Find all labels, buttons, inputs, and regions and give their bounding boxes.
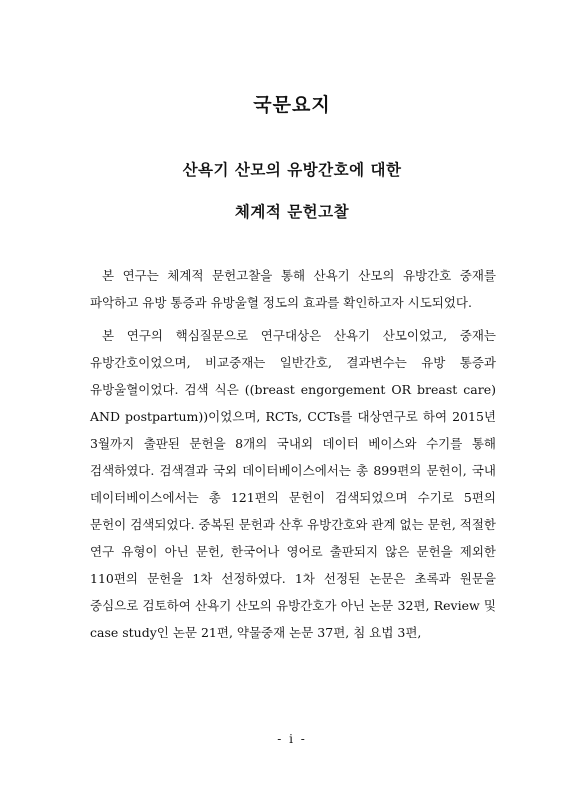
thesis-title-line-1: 산욕기 산모의 유방간호에 대한 — [182, 160, 402, 179]
page-heading: 국문요지 — [253, 94, 331, 116]
abstract-paragraph-2: 본 연구의 핵심질문으로 연구대상은 산욕기 산모이었고, 중재는 유방간호이었으며, 비교중재는 일반간호, 결과변수는 유방 통증과 유방울혈이었다. 검색 식은 ((breast engorgement OR breast care) AND postpartum))이었으며, RCTs, CCTs를 대상연구로 하여 2015년 3월까지 출판된 문헌을 8개의 국내외 데이터 베이스와 수기를 통해 검색하였다. 검색결과 국외 데이터베이스에서는 총 899편의 문헌이, 국내 데이터베이스에서는 총 121편의 문헌이 검색되었으며 수기로 5편의 문헌이 검색되었다. 중복된 문헌과 산후 유방간호와 관계 없는 문헌, 적절한 연구 유형이 아닌 문헌, 한국어나 영어로 출판되지 않은 문헌을 제외한 110편의 문헌을 1차 선정하였다. 1차 선정된 논문은 초록과 원문을 중심으로 검토하여 산욕기 산모의 유방간호가 아닌 논문 32편, Review 및 case study인 논문 21편, 약물중재 논문 37편, 침 요법 3편, — [90, 328, 496, 640]
abstract-paragraph-1: 본 연구는 체계적 문헌고찰을 통해 산욕기 산모의 유방간호 중재를 파악하고 유방 통증과 유방울혈 정도의 효과를 확인하고자 시도되었다. — [90, 268, 496, 310]
thesis-title-line-2: 체계적 문헌고찰 — [234, 202, 350, 221]
page-number: - i - — [277, 732, 307, 746]
abstract-body — [90, 262, 496, 652]
